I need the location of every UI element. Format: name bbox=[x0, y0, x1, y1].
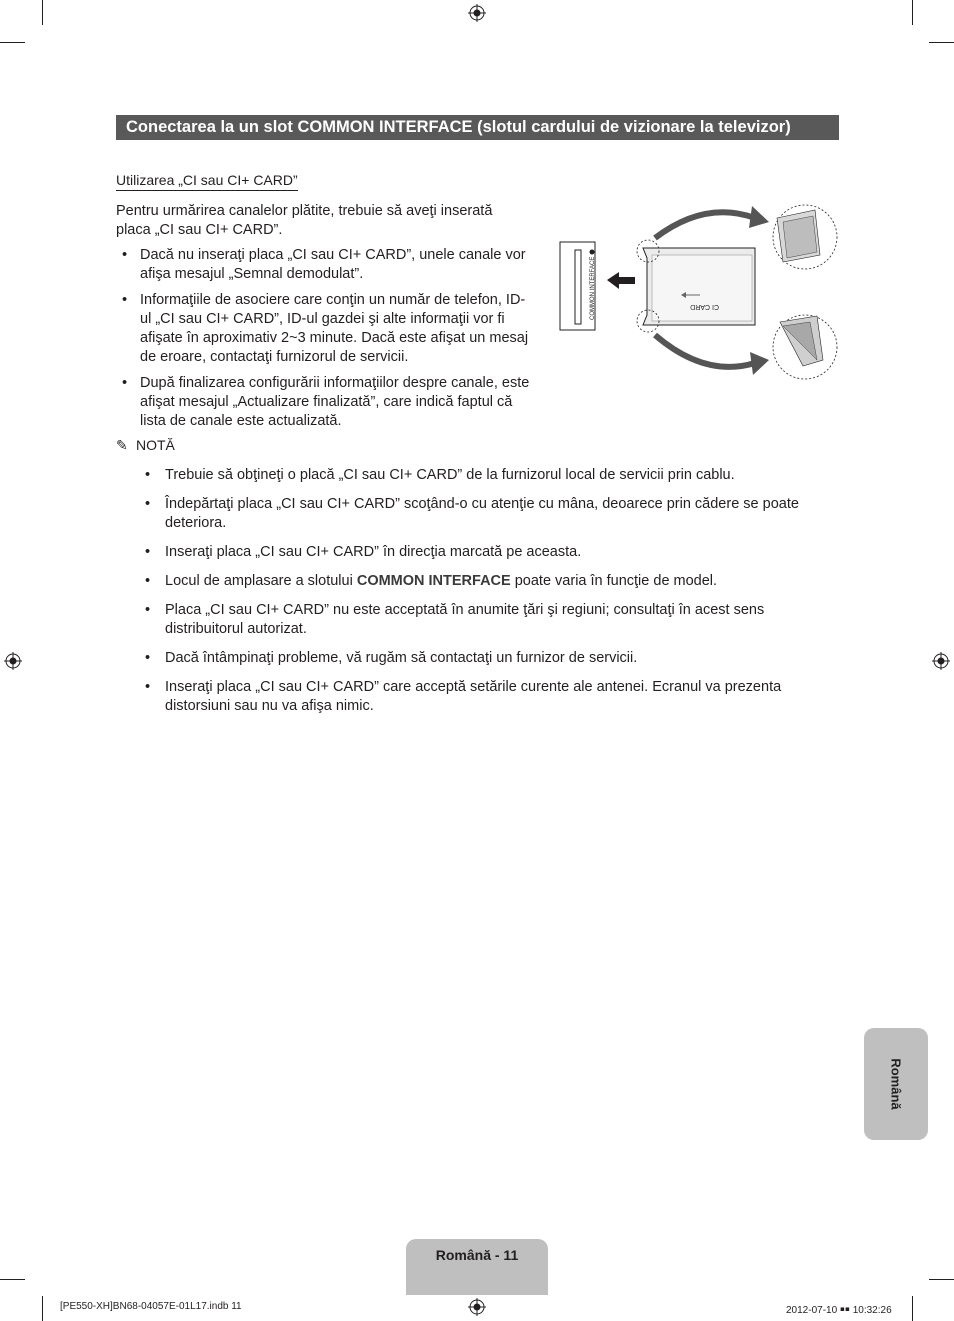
registration-mark-icon bbox=[4, 652, 22, 670]
list-item-text-post: poate varia în funcţie de model. bbox=[510, 573, 718, 589]
registration-mark-icon bbox=[932, 652, 950, 670]
bullet-symbol: • bbox=[145, 573, 151, 589]
note-list bbox=[140, 466, 840, 726]
list-item-text: Trebuie să obţineţi o placă „CI sau CI+ CARD” de la furnizorul local de servicii prin cablu. bbox=[165, 467, 735, 483]
note-heading bbox=[116, 437, 175, 454]
bullet-symbol: • bbox=[122, 292, 128, 308]
intro-paragraph: Pentru urmărirea canalelor plătite, trebuie să aveţi inserată placa „CI sau CI+ CARD”. bbox=[116, 203, 493, 238]
language-tab-label: Română bbox=[888, 1058, 904, 1110]
card-detail-bottom-icon bbox=[773, 315, 837, 379]
list-item bbox=[140, 495, 840, 533]
insert-arrow-icon bbox=[607, 272, 635, 289]
registration-mark-icon bbox=[468, 4, 486, 22]
page-number-tab bbox=[406, 1239, 548, 1295]
page-number-label: Română - 11 bbox=[435, 1247, 519, 1263]
list-item bbox=[140, 649, 840, 668]
list-item bbox=[140, 678, 840, 716]
language-tab bbox=[864, 1028, 928, 1140]
bullet-symbol: • bbox=[145, 679, 151, 695]
common-interface-slot bbox=[560, 242, 596, 330]
list-item-text-bold: COMMON INTERFACE bbox=[356, 573, 511, 589]
subheading: Utilizarea „CI sau CI+ CARD” bbox=[116, 172, 298, 191]
bullet-symbol: • bbox=[145, 467, 151, 483]
ci-card-diagram bbox=[555, 200, 840, 385]
crop-mark bbox=[0, 42, 25, 43]
curved-arrow-icon bbox=[655, 335, 769, 375]
list-item bbox=[116, 291, 536, 367]
crop-mark bbox=[42, 0, 43, 25]
list-item-text: Inseraţi placa „CI sau CI+ CARD” care acceptă setările curente ale antenei. Ecranul va prezenta distorsiuni sau nu va afişa nimic. bbox=[165, 679, 782, 714]
list-item-text-pre: Locul de amplasare a slotului bbox=[165, 573, 357, 589]
ci-card bbox=[643, 248, 755, 325]
card-detail-top-icon bbox=[773, 205, 837, 269]
registration-mark-icon bbox=[468, 1298, 486, 1316]
list-item-text: Placa „CI sau CI+ CARD” nu este acceptată în anumite ţări şi regiuni; consultaţi în acest sens distribuitorul autorizat. bbox=[165, 602, 765, 637]
list-item-text: Dacă nu inseraţi placa „CI sau CI+ CARD”, unele canale vor afişa mesajul „Semnal demodulat”. bbox=[140, 247, 526, 282]
list-item-text: Inseraţi placa „CI sau CI+ CARD” în direcţia marcată pe aceasta. bbox=[165, 544, 582, 560]
slot-label: COMMON INTERFACE bbox=[590, 256, 596, 320]
bullet-symbol: • bbox=[145, 496, 151, 512]
list-item-text: Informaţiile de asociere care conţin un număr de telefon, ID-ul „CI sau CI+ CARD”, ID-ul gazdei şi alte informaţii vor fi afişate în aproximativ 2~3 minute. Dacă este afişat un mesaj de eroare, contactaţi furnizorul de servicii. bbox=[140, 292, 529, 365]
crop-mark bbox=[0, 1279, 25, 1280]
list-item bbox=[116, 374, 536, 431]
list-item bbox=[140, 601, 840, 639]
curved-arrow-icon bbox=[655, 206, 769, 238]
list-item bbox=[140, 572, 840, 591]
list-item bbox=[140, 466, 840, 485]
list-item bbox=[140, 543, 840, 562]
crop-mark bbox=[929, 42, 954, 43]
list-item bbox=[116, 246, 536, 284]
bullet-symbol: • bbox=[145, 602, 151, 618]
section-title: Conectarea la un slot COMMON INTERFACE (slotul cardului de vizionare la televizor) bbox=[116, 115, 839, 140]
crop-mark bbox=[929, 1279, 954, 1280]
pencil-icon: ✎ bbox=[116, 437, 128, 453]
list-item-text: După finalizarea configurării informaţiilor despre canale, este afişat mesajul „Actualizare finalizată”, care indică faptul că lista de canale este actualizată. bbox=[140, 375, 530, 429]
list-item-text: Îndepărtaţi placa „CI sau CI+ CARD” scoţând-o cu atenţie cu mâna, deoarece prin cădere se poate deteriora. bbox=[165, 496, 799, 531]
bullet-symbol: • bbox=[122, 375, 128, 391]
footer-timestamp: 2012-07-10 ￭￭ 10:32:26 bbox=[786, 1305, 892, 1316]
crop-mark bbox=[42, 1296, 43, 1321]
bullet-list bbox=[116, 246, 536, 438]
bullet-symbol: • bbox=[145, 650, 151, 666]
bullet-symbol: • bbox=[145, 544, 151, 560]
card-label: CI CARD bbox=[690, 303, 719, 310]
crop-mark bbox=[912, 0, 913, 25]
footer-file-info: [PE550-XH]BN68-04057E-01L17.indb 11 bbox=[60, 1301, 242, 1312]
bullet-symbol: • bbox=[122, 247, 128, 263]
note-label: NOTĂ bbox=[136, 437, 175, 453]
crop-mark bbox=[912, 1296, 913, 1321]
list-item-text: Dacă întâmpinaţi probleme, vă rugăm să contactaţi un furnizor de servicii. bbox=[165, 650, 638, 666]
